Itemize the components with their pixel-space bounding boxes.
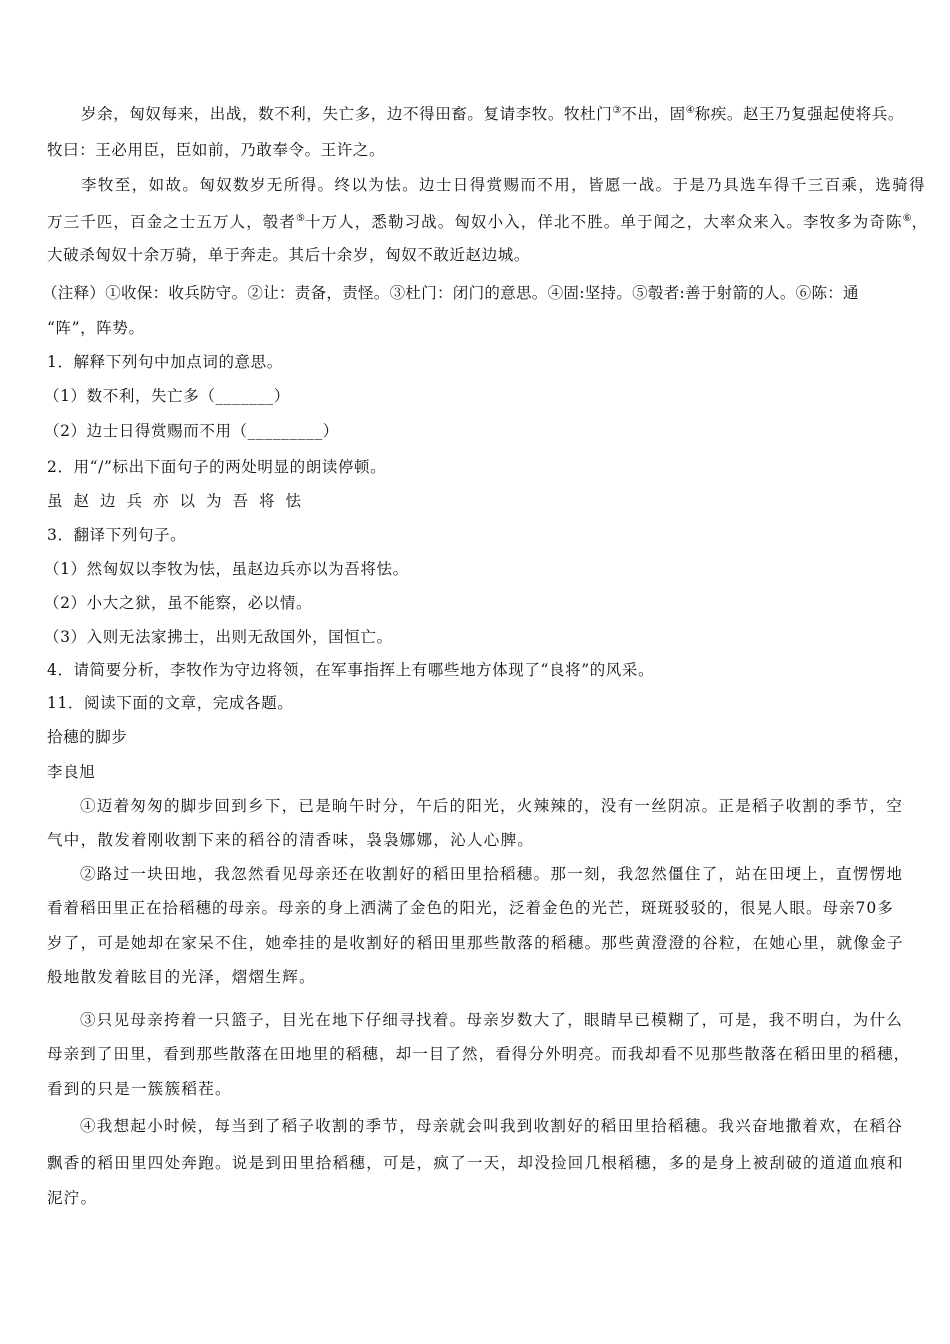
question-2: 2．用“/”标出下面句子的两处明显的朗读停顿。 [47,458,387,476]
passage-line [47,209,928,232]
question-1: 1．解释下列句中加点词的意思。 [47,353,283,371]
question-4: 4．请简要分析，李牧作为守边将领，在军事指挥上有哪些地方体现了“良将”的风采。 [47,661,655,679]
question-1-item-2: （2）边士日得赏赐而不用（_________） [44,422,339,440]
article-line: 岁了，可是她却在家呆不住，她牵挂的是收割好的稻田里那些散落的稻穗。那些黄澄澄的谷粒，在她心里，就像金子 [47,934,904,952]
article-line: ①迈着匆匆的脚步回到乡下，已是晌午时分，午后的阳光，火辣辣的，没有一丝阴凉。正是稻子收割的季节，空 [80,797,904,815]
footnote-marker: ④ [685,105,695,116]
question-3-item-2: （2）小大之狱，虽不能察，必以情。 [44,594,313,612]
article-author: 李良旭 [47,763,96,781]
question-1-item-1: （1）数不利，失亡多（_______） [44,387,291,405]
question-3-item-1: （1）然匈奴以李牧为怯，虽赵边兵亦以为吾将怯。 [44,560,409,578]
article-line: 飘香的稻田里四处奔跑。说是到田里拾稻穗，可是，疯了一天，却没捡回几根稻穗，多的是身上被刮破的道道血痕和 [47,1154,904,1172]
question-3: 3．翻译下列句子。 [47,526,187,544]
passage-line: 李牧至，如故。匈奴数岁无所得。终以为怯。边士日得赏赐而不用，皆愿一战。于是乃具选车得千三百乘，选骑得 [81,176,927,194]
question-3-item-3: （3）入则无法家拂士，出则无敌国外，国恒亡。 [44,628,393,646]
article-line: ②路过一块田地，我忽然看见母亲还在收割好的稻田里拾稻穗。那一刻，我忽然僵住了，站在田埂上，直愣愣地 [80,865,904,883]
article-line: 看到的只是一簇簇稻茬。 [47,1080,232,1098]
text-segment: 称疾。赵王乃复强起使将兵。 [694,105,904,123]
article-title: 拾穗的脚步 [47,728,128,746]
article-line: 般地散发着眩目的光泽，熠熠生辉。 [47,968,316,986]
text-segment: 万三千匹，百金之士五万人，彀者 [47,213,297,231]
footnote-marker: ⑥ [902,213,912,224]
text-segment: ， [911,213,929,231]
text-segment: 岁余，匈奴每来，出战，数不利，失亡多，边不得田畜。复请李牧。牧杜门 [81,105,613,123]
article-line: ③只见母亲挎着一只篮子，目光在地下仔细寻找着。母亲岁数大了，眼睛早已模糊了，可是，我不明白，为什么 [80,1011,904,1029]
article-line: ④我想起小时候，每当到了稻子收割的季节，母亲就会叫我到收割好的稻田里拾稻穗。我兴奋地撒着欢，在稻谷 [80,1117,904,1135]
footnote-marker: ⑤ [296,213,305,224]
article-line: 母亲到了田里，看到那些散落在田地里的稻穗，却一目了然，看得分外明亮。而我却看不见那些散落在稻田里的稻穗， [47,1045,911,1063]
passage-line [81,101,941,124]
reading-intro: 11．阅读下面的文章，完成各题。 [47,694,294,712]
article-line: 气中，散发着刚收割下来的稻谷的清香味，袅袅娜娜，沁人心脾。 [47,831,535,849]
question-2-sentence: 虽赵边兵亦以为吾将怯 [47,492,313,510]
passage-line: 大破杀匈奴十余万骑，单于奔走。其后十余岁，匈奴不敢近赵边城。 [47,246,531,264]
text-segment: 不出，固 [621,105,686,123]
article-line: 看着稻田里正在拾稻穗的母亲。母亲的身上洒满了金色的阳光，泛着金色的光芒，斑斑驳驳的，很晃人眼。母亲70多 [47,899,894,917]
text-segment: 十万人，悉勒习战。匈奴小入，佯北不胜。单于闻之，大率众来入。李牧多为奇陈 [304,213,903,231]
footnote-marker: ③ [612,105,622,116]
passage-line: 牧曰：王必用臣，臣如前，乃敢奉令。王许之。 [47,141,386,159]
annotation-line: （注释）①收保：收兵防守。②让：责备，责怪。③杜门：闭门的意思。④固:坚持。⑤彀者:善于射箭的人。⑥陈：通 [42,284,859,302]
article-line: 泥泞。 [47,1189,98,1207]
annotation-line: “阵”，阵势。 [47,319,145,337]
